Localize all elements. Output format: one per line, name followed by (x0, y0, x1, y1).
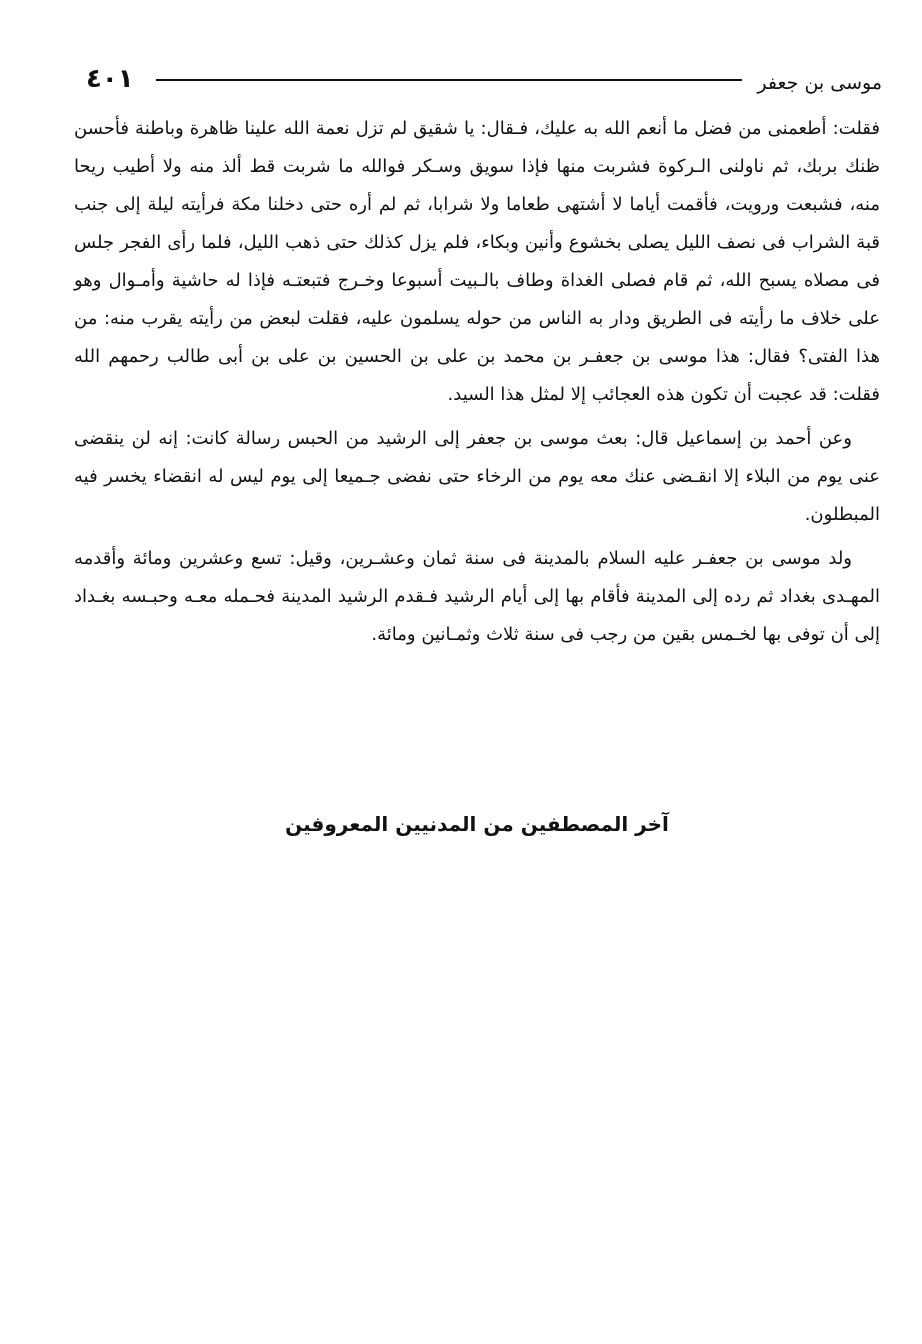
paragraph: وعن أحمد بن إسماعيل قال: بعث موسى بن جعفر إلى الرشيد من الحبس رسالة كانت: إنه لن ينقضى عنى يوم من البلاء إلا انقـضى عنك معه يوم من الرخاء حتى نفضى جـميعا إلى يوم ليس له انقضاء يخسر فيه المبطلون. (74, 428, 880, 525)
paragraph: ولد موسى بن جعفـر عليه السلام بالمدينة فى سنة ثمان وعشـرين، وقيل: تسع وعشرين ومائة وأقدمه المهـدى بغداد ثم رده إلى المدينة فأقام بها إلى أيام الرشيد فـقدم الرشيد المدينة فحـمله معـه وحبـسه بغـداد إلى أن توفى بها لخـمس بقين من رجب فى سنة ثلاث وثمـانين ومائة. (74, 548, 880, 645)
page-header (86, 64, 882, 104)
running-title: موسى بن جعفر (757, 72, 882, 94)
page-number: ٤٠١ (86, 64, 134, 94)
paragraph: فقلت: أطعمنى من فضل ما أنعم الله به عليك، فـقال: يا شقيق لم تزل نعمة الله علينا ظاهرة وباطنة فأحسن ظنك بربك، ثم ناولنى الـركوة فشربت منها فإذا سويق وسـكر فوالله ما شربت قط ألذ منه ولا أطيب ريحا منه، فشبعت ورويت، فأقمت أياما لا أشتهى طعاما ولا شرابا، ثم لم أره حتى دخلنا مكة فرأيته ليلة إلى جنب قبة الشراب فى نصف الليل يصلى بخشوع وأنين وبكاء، فلم يزل كذلك حتى ذهب الليل، فلما رأى الفجر جلس فى مصلاه يسبح الله، ثم قام فصلى الغداة وطاف بالـبيت أسبوعا وخـرج فتبعتـه فإذا له حاشية وأمـوال وهو على خلاف ما رأيته فى الطريق ودار به الناس من حوله يسلمون عليه، فقلت لبعض من رأيته يقرب منه: من هذا الفتى؟ فقال: هذا موسى بن جعفـر بن محمد بن على بن الحسين بن على بن أبى طالب رحمهم الله فقلت: قد عجبت أن تكون هذه العجائب إلا لمثل هذا السيد. (74, 118, 880, 405)
body-text (74, 110, 880, 660)
header-rule (156, 79, 742, 81)
section-closing-title: آخر المصطفين من المدنيين المعروفين (285, 812, 669, 836)
